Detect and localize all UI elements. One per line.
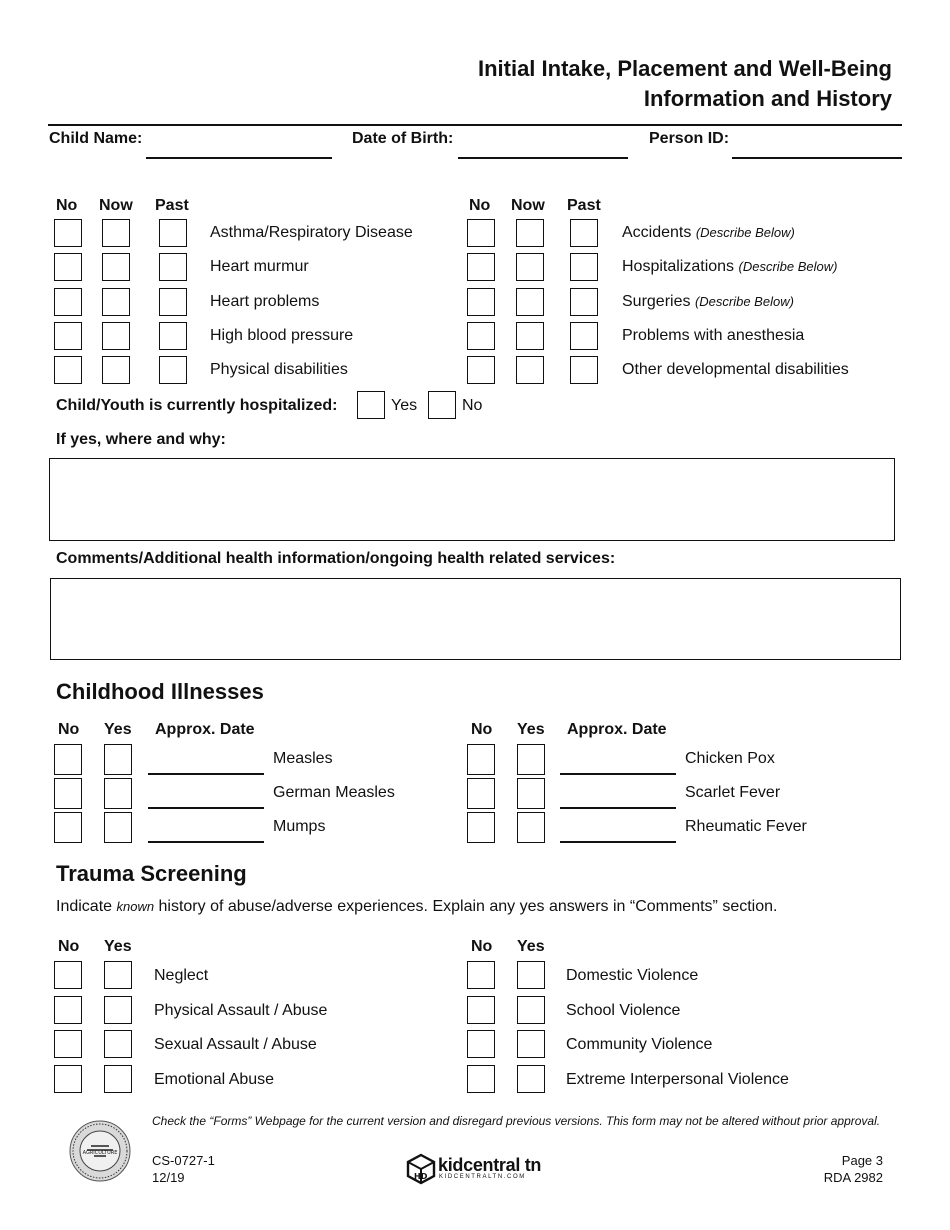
col-now-right: Now	[511, 197, 545, 214]
footer-notice: Check the “Forms” Webpage for the current version and disregard previous versions. This form may not be altered without prior approval.	[152, 1114, 881, 1128]
illness-item: Chicken Pox	[685, 750, 775, 767]
now-checkbox[interactable]	[102, 253, 130, 281]
page-number: Page 3	[841, 1153, 883, 1168]
hospitalized-no-label: No	[462, 397, 483, 414]
now-checkbox[interactable]	[102, 356, 130, 384]
no-checkbox[interactable]	[54, 219, 82, 247]
form-date: 12/19	[152, 1170, 185, 1185]
no-checkbox[interactable]	[54, 812, 82, 843]
no-checkbox[interactable]	[467, 812, 495, 843]
approx-date-field[interactable]	[560, 773, 676, 775]
trauma-item: Physical Assault / Abuse	[154, 1002, 328, 1019]
now-checkbox[interactable]	[102, 288, 130, 316]
condition-item: Hospitalizations (Describe Below)	[622, 258, 838, 275]
approx-date-field[interactable]	[148, 841, 264, 843]
approx-date-field[interactable]	[560, 807, 676, 809]
past-checkbox[interactable]	[570, 356, 598, 384]
trauma-intro: Indicate known history of abuse/adverse experiences. Explain any yes answers in “Comments” section.	[56, 898, 778, 915]
no-checkbox[interactable]	[467, 961, 495, 989]
person-id-label: Person ID:	[649, 130, 730, 147]
yes-checkbox[interactable]	[517, 812, 545, 843]
no-checkbox[interactable]	[54, 288, 82, 316]
trauma-screening-heading: Trauma Screening	[56, 861, 247, 886]
col-past-left: Past	[155, 197, 189, 214]
no-checkbox[interactable]	[467, 356, 495, 384]
approx-date-field[interactable]	[148, 773, 264, 775]
yes-checkbox[interactable]	[517, 961, 545, 989]
ill-col-no-right: No	[471, 721, 493, 738]
svg-text:AGRICULTURE: AGRICULTURE	[82, 1150, 118, 1156]
yes-checkbox[interactable]	[517, 1030, 545, 1058]
no-checkbox[interactable]	[54, 322, 82, 350]
no-checkbox[interactable]	[54, 744, 82, 775]
now-checkbox[interactable]	[516, 219, 544, 247]
approx-date-field[interactable]	[560, 841, 676, 843]
ill-col-no-left: No	[58, 721, 80, 738]
no-checkbox[interactable]	[467, 778, 495, 809]
no-checkbox[interactable]	[54, 253, 82, 281]
now-checkbox[interactable]	[102, 219, 130, 247]
trauma-item: Extreme Interpersonal Violence	[566, 1071, 789, 1088]
person-id-field[interactable]	[732, 157, 902, 159]
no-checkbox[interactable]	[467, 322, 495, 350]
col-now-left: Now	[99, 197, 133, 214]
dob-label: Date of Birth:	[352, 130, 454, 147]
condition-item: Physical disabilities	[210, 361, 348, 378]
hospitalized-no-checkbox[interactable]	[428, 391, 456, 419]
illness-item: Measles	[273, 750, 333, 767]
kidcentral-logo-text: kidcentral tn	[438, 1155, 542, 1175]
yes-checkbox[interactable]	[517, 744, 545, 775]
no-checkbox[interactable]	[467, 996, 495, 1024]
yes-checkbox[interactable]	[104, 744, 132, 775]
yes-checkbox[interactable]	[517, 996, 545, 1024]
yes-checkbox[interactable]	[104, 1030, 132, 1058]
trauma-item: Neglect	[154, 967, 209, 984]
condition-item: Other developmental disabilities	[622, 361, 849, 378]
condition-item: Heart problems	[210, 293, 320, 310]
trauma-item: Sexual Assault / Abuse	[154, 1036, 317, 1053]
form-title-line2: Information and History	[643, 86, 892, 111]
now-checkbox[interactable]	[516, 253, 544, 281]
ill-col-yes-right: Yes	[517, 721, 545, 738]
past-checkbox[interactable]	[159, 356, 187, 384]
past-checkbox[interactable]	[570, 322, 598, 350]
dob-field[interactable]	[458, 157, 628, 159]
no-checkbox[interactable]	[54, 1065, 82, 1093]
comments-textarea[interactable]	[50, 578, 901, 660]
trauma-col-yes-left: Yes	[104, 938, 132, 955]
child-name-label: Child Name:	[49, 130, 143, 147]
condition-item: Surgeries (Describe Below)	[622, 293, 794, 310]
past-checkbox[interactable]	[570, 253, 598, 281]
svg-text:HD: HD	[414, 1172, 428, 1181]
past-checkbox[interactable]	[570, 219, 598, 247]
illness-item: German Measles	[273, 784, 395, 801]
no-checkbox[interactable]	[54, 961, 82, 989]
ill-col-date-right: Approx. Date	[567, 721, 667, 738]
no-checkbox[interactable]	[467, 1030, 495, 1058]
hospitalized-yes-checkbox[interactable]	[357, 391, 385, 419]
trauma-item: Emotional Abuse	[154, 1071, 275, 1088]
no-checkbox[interactable]	[467, 744, 495, 775]
condition-item: Heart murmur	[210, 258, 309, 275]
now-checkbox[interactable]	[516, 322, 544, 350]
trauma-col-yes-right: Yes	[517, 938, 545, 955]
past-checkbox[interactable]	[159, 253, 187, 281]
no-checkbox[interactable]	[54, 1030, 82, 1058]
no-checkbox[interactable]	[54, 996, 82, 1024]
col-past-right: Past	[567, 197, 601, 214]
past-checkbox[interactable]	[159, 288, 187, 316]
trauma-item: Domestic Violence	[566, 967, 699, 984]
kidcentral-cube-icon	[405, 1153, 437, 1185]
form-title-line1: Initial Intake, Placement and Well-Being	[477, 56, 892, 81]
yes-checkbox[interactable]	[517, 778, 545, 809]
no-checkbox[interactable]	[54, 778, 82, 809]
no-checkbox[interactable]	[54, 356, 82, 384]
col-no-right: No	[469, 197, 491, 214]
yes-checkbox[interactable]	[104, 812, 132, 843]
now-checkbox[interactable]	[516, 356, 544, 384]
child-name-field[interactable]	[146, 157, 332, 159]
illness-item: Mumps	[273, 818, 326, 835]
trauma-col-no-left: No	[58, 938, 80, 955]
no-checkbox[interactable]	[467, 253, 495, 281]
trauma-col-no-right: No	[471, 938, 493, 955]
yes-checkbox[interactable]	[104, 961, 132, 989]
if-yes-label: If yes, where and why:	[56, 431, 226, 448]
trauma-item: Community Violence	[566, 1036, 713, 1053]
ill-col-yes-left: Yes	[104, 721, 132, 738]
hospitalized-label: Child/Youth is currently hospitalized:	[56, 397, 338, 414]
no-checkbox[interactable]	[467, 288, 495, 316]
hospitalized-yes-label: Yes	[391, 397, 418, 414]
condition-item: High blood pressure	[210, 327, 354, 344]
yes-checkbox[interactable]	[104, 778, 132, 809]
kidcentral-logo	[405, 1153, 545, 1185]
ill-col-date-left: Approx. Date	[155, 721, 255, 738]
now-checkbox[interactable]	[516, 288, 544, 316]
condition-item: Accidents (Describe Below)	[622, 224, 795, 241]
header-rule	[48, 124, 902, 126]
col-no-left: No	[56, 197, 78, 214]
yes-checkbox[interactable]	[104, 1065, 132, 1093]
illness-item: Scarlet Fever	[685, 784, 781, 801]
past-checkbox[interactable]	[159, 322, 187, 350]
comments-label: Comments/Additional health information/ongoing health related services:	[56, 550, 616, 567]
condition-item: Asthma/Respiratory Disease	[210, 224, 413, 241]
yes-checkbox[interactable]	[104, 996, 132, 1024]
if-yes-textarea[interactable]	[49, 458, 895, 541]
past-checkbox[interactable]	[159, 219, 187, 247]
form-number: CS-0727-1	[152, 1153, 215, 1168]
no-checkbox[interactable]	[467, 1065, 495, 1093]
condition-item: Problems with anesthesia	[622, 327, 805, 344]
past-checkbox[interactable]	[570, 288, 598, 316]
now-checkbox[interactable]	[102, 322, 130, 350]
yes-checkbox[interactable]	[517, 1065, 545, 1093]
rda-number: RDA 2982	[823, 1170, 883, 1185]
trauma-item: School Violence	[566, 1002, 681, 1019]
no-checkbox[interactable]	[467, 219, 495, 247]
childhood-illnesses-heading: Childhood Illnesses	[56, 679, 264, 704]
kidcentral-logo-subtext: KIDCENTRALTN.COM	[439, 1174, 526, 1180]
state-seal-icon	[69, 1120, 131, 1182]
approx-date-field[interactable]	[148, 807, 264, 809]
illness-item: Rheumatic Fever	[685, 818, 807, 835]
